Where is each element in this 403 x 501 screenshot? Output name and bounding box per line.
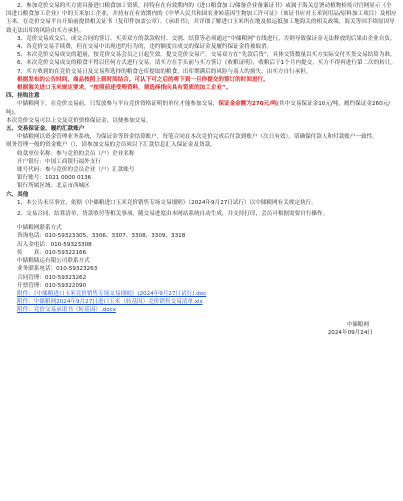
attachment-link[interactable]: 附件：中储粮网2024年9月27日进口玉米（转基因）竞价销售交易清单.xls [17,299,203,306]
bank-row: 银行账号：1021 0000 0136 [17,175,92,182]
section-6-paragraph-2: 2、交易合同、结算清单、货款收付等相关事项，随交易进度由本网站系统自动生成，并支持打印，会员可根据需要自行操作。 [17,211,329,218]
signature-date: 2024年09月24日 [327,329,373,336]
section-4-text-a: 中储粮网下，在竞价交易前，只发放参与平台竞价资格证明的单位才能参加交易， [17,101,219,108]
bank-row: 银行所属区域：北京市西城区 [17,183,90,190]
section-4-text-b: (其中交易保证金10元/吨，履约保证金260元/吨)。 [6,101,391,116]
contact-contract: 合同管理：010-59323262 [17,274,87,281]
section-6-paragraph-1: 1、本公告未尽事宜，依据《中储粮进口玉米竞价销售专场交易细则》（2024年9月27日试行）以中储粮网有关规定执行。 [17,199,317,206]
bank-intro: 收款单位名称：参与竞价的会员（户）企业名称 [17,150,135,157]
clause-4: 4、各竞价交易手续费，但在交易中出现违约行为的，违约额度自成交的保证金及履约保证金将被取消。 [17,44,273,51]
attachment-link-list[interactable] [6,298,397,306]
section-6-title: 六、其他 [6,191,29,198]
attachment-link-rules[interactable] [6,290,397,298]
section-5-paragraph-2: 财务管理一般的资金账户（），请参加交易的会员须以下汇款信息汇入保证金及货款。 [6,142,216,149]
contact-exit-phone: 出入金电话：010-59323308 [17,241,92,248]
section-5-paragraph-1: 中储粮网以资金管理业务系统，为保证金等资金结算账户，每笔合同在本次竞价完成后付款到账户（次日有效），请确保付款人和付款账户一致性。 [17,134,378,141]
warning-notice-1: 根据发布的公告时间，商品按照上到时间结合。可认下可之后的将下到一旦你提交的签订的时间进行。 [17,76,269,83]
contact-fax: 传 真：010-59322166 [17,249,87,256]
signature-org: 中储粮网 [346,321,369,328]
clause-5: 5、本次竞价交易成交的超量，按竞价交易会员之日起生效。提交竞价交易产，交易双方在“先款后货”，具体交货数量以买方实际交付买货交易结算为准。 [17,52,396,59]
clause-7: 7、买方收到的在竞价交易日及交易所选择的粮食仓库提取的粮食，出库期满后的风险与商人的损失，由买方自行承担。 [17,68,312,75]
contact-phone: 咨询电话：010-59323305、3306、3307、3308、3309、3318 [17,233,186,240]
warning-notice-2: 根据海关进口玉米规定要求，“按照前述受理资料，须选择指向具有资质的加工企业”。 [17,85,232,92]
section-4-paragraph [6,100,397,116]
bank-row: 账号代码：参与竞价的会员企业（户）汇款账号 [17,167,135,174]
contact-heading: 中储粮网联系方式 [17,225,62,232]
section-5-title: 五、交易保证金、履约汇款账户 [6,126,85,133]
deposit-amount: 保证金金额为270元/吨 [218,101,277,108]
attachment-link[interactable]: 附件：竞价交易承诺书（转基因）.docx [17,307,117,314]
clause-3: 3、竞价交易成交后，成交合同的签订、买卖双方的款款收付、交割、结算等必须通过“中储粮网”在线进行，否则导致保证金无法释放的后果由企业自负。 [17,35,396,42]
contact-invoice: 开票管理：010-59322090 [17,282,87,289]
section-4-paragraph-2: 本次竞价交易可以上交及竞价资格保证金，以便参加交易。 [6,117,152,124]
attachment-link-commitment[interactable] [6,306,397,314]
contact-sales: 业务联系电话：010-59323263 [17,266,98,273]
company-heading: 中储粮储运有限公司联系方式 [17,258,90,265]
clause-2: 2、参加竞价交易的买方需具备进口粮食加工资质，持特有在有效期内的《进口粮食加工/储备企业备案证书》或属于海关总署动植物检疫司官网显示《全国进口粮食加工企业》中的玉米加工企业，并持有在有效期内的《中华人民共和国农业转基因生物加工许可证》（该证书应对玉米饲用品/原料加工项目）及相应玉米。在竞价交易平台开始前提供相关证书（复印件加盖公章）、《承诺书》，并详细了解进口玉米所在地及拟运抵加工地海关的相关政策，海关等因手续原因导致无法出库的风险由买方承担。 [6,3,397,34]
bank-row: 开户银行：中国工商银行福外支行 [17,158,101,165]
section-4-title: 四、挂钩注意 [6,93,40,100]
attachment-link[interactable]: 附件：《中储粮进口玉米竞价销售专场交易细则》(2024年9月27日试行).doc [17,290,207,297]
contact-block [6,224,397,290]
clause-6: 6、本次竞价交易成交的粮食不得以任何方式进行交易，请买方在手头前与买方签订《收粮证明》，收粮后于1个月内提交，买方不得再进行第二次的转让。 [17,60,397,67]
